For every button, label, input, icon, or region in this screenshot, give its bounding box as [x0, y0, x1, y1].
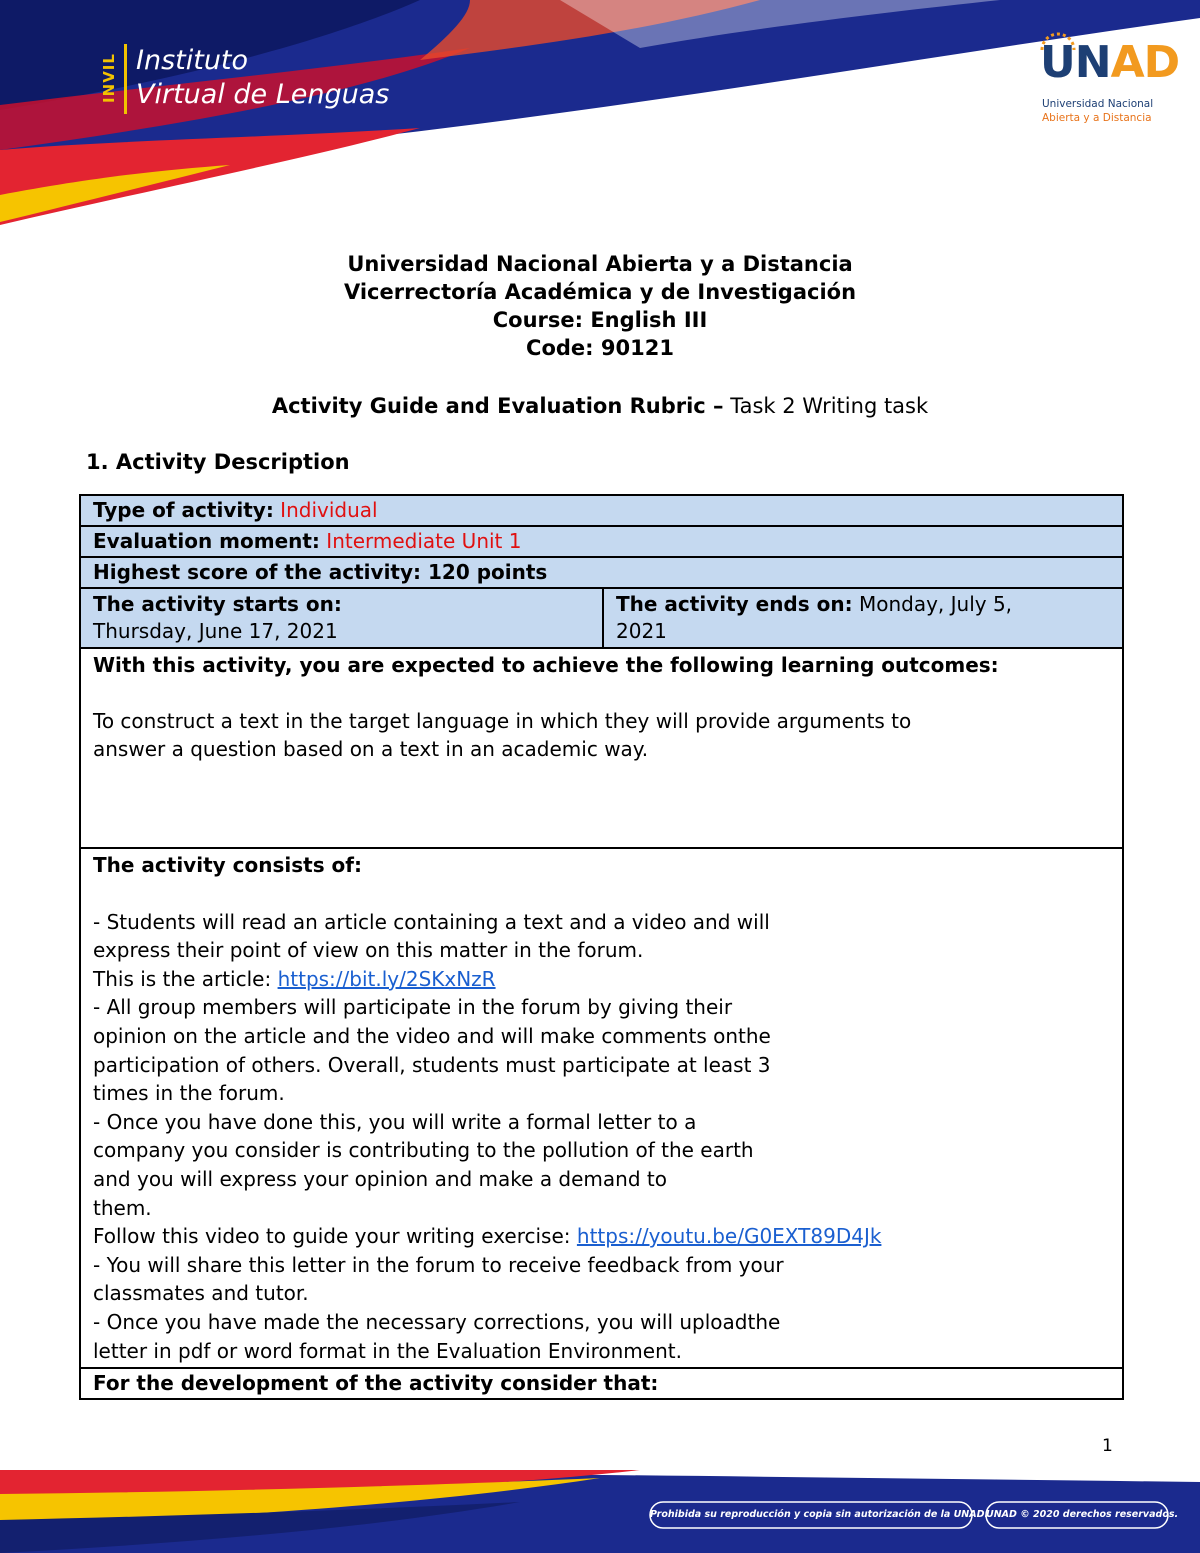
institute-name [136, 44, 389, 112]
consists-line: participation of others. Overall, students must participate at least 3 [93, 1052, 771, 1077]
invil-logo [98, 42, 428, 122]
dates-row [80, 588, 1123, 648]
consists-line: express their point of view on this matter in the forum. [93, 938, 644, 963]
outcomes-heading: With this activity, you are expected to achieve the following learning outcomes: [93, 653, 999, 677]
vicerrectoria: Vicerrectoría Académica y de Investigación [343, 280, 857, 304]
unad-wordmark: UNAD [1040, 37, 1180, 88]
activity-table [79, 494, 1124, 1400]
consists-line: - All group members will participate in the forum by giving their [93, 995, 733, 1020]
outcomes-row [80, 648, 1123, 848]
guide-title: Activity Guide and Evaluation Rubric – Task 2 Writing task [271, 394, 929, 418]
consists-row [80, 848, 1123, 1368]
consists-line: and you will express your opinion and make a demand to [93, 1166, 667, 1191]
consists-line: - You will share this letter in the forum to receive feedback from your [93, 1252, 784, 1277]
unad-subtitle-2: Abierta y a Distancia [1042, 112, 1152, 124]
consists-line: - Once you have made the necessary corrections, you will uploadthe [93, 1309, 781, 1334]
university-name: Universidad Nacional Abierta y a Distancia [347, 252, 853, 276]
score-label: Highest score of the activity: 120 points [93, 560, 548, 584]
consists-line: - Once you have done this, you will write a formal letter to a [93, 1109, 697, 1134]
development-heading: For the development of the activity consider that: [93, 1371, 659, 1396]
moment-value: Intermediate Unit 1 [319, 529, 522, 553]
starts-value: Thursday, June 17, 2021 [93, 619, 338, 643]
ends-value-a: Monday, July 5, [852, 592, 1013, 616]
footer-notice: Prohibida su reproducción y copia sin autorización de la UNAD. [650, 1509, 989, 1520]
unad-logo [1030, 28, 1180, 128]
unad-sun-icon [1040, 32, 1076, 52]
consists-line: Follow this video to guide your writing exercise: https://youtu.be/G0EXT89D4Jk [93, 1224, 882, 1249]
article-link[interactable]: https://bit.ly/2SKxNzR [277, 966, 496, 991]
institute-line-1: Instituto [136, 45, 249, 76]
ends-value-b: 2021 [616, 619, 667, 643]
moment-row [80, 526, 1123, 557]
title-block [0, 250, 1200, 362]
section-heading: 1. Activity Description [86, 450, 350, 474]
consists-line: them. [93, 1195, 152, 1220]
starts-label: The activity starts on: [93, 592, 342, 616]
consists-line: letter in pdf or word format in the Evaluation Environment. [93, 1338, 682, 1363]
moment-label: Evaluation moment: [93, 529, 320, 553]
score-row [80, 557, 1123, 588]
type-label: Type of activity: [93, 498, 274, 522]
consists-line: opinion on the article and the video and will make comments onthe [93, 1023, 771, 1048]
type-row [80, 495, 1123, 526]
footer-copyright: UNAD © 2020 derechos reservados. [986, 1509, 1179, 1520]
consists-line: classmates and tutor. [93, 1281, 309, 1306]
outcomes-text: To construct a text in the target language in which they will provide arguments to answer a question based on a text in an academic way. [93, 709, 912, 761]
end-date-cell [603, 588, 1123, 648]
start-date-cell [80, 588, 603, 648]
consists-line: times in the forum. [93, 1081, 285, 1106]
video-link[interactable]: https://youtu.be/G0EXT89D4Jk [576, 1224, 882, 1249]
consists-line: - Students will read an article containing a text and a video and will [93, 909, 770, 934]
type-value: Individual [273, 498, 378, 522]
course-name: Course: English III [492, 308, 708, 332]
consists-line: This is the article: https://bit.ly/2SKxNzR [93, 966, 496, 991]
unad-subtitle-1: Universidad Nacional [1042, 98, 1154, 110]
consists-line: company you consider is contributing to the pollution of the earth [93, 1138, 754, 1163]
course-code: Code: 90121 [526, 336, 674, 360]
institute-line-2: Virtual de Lenguas [136, 79, 390, 110]
page-number: 1 [1102, 1436, 1113, 1456]
consists-heading: The activity consists of: [93, 853, 362, 877]
development-row [80, 1368, 1123, 1399]
ends-label: The activity ends on: [616, 592, 853, 616]
invil-vertical-mark: INVIL [100, 53, 119, 103]
invil-divider [124, 44, 127, 114]
